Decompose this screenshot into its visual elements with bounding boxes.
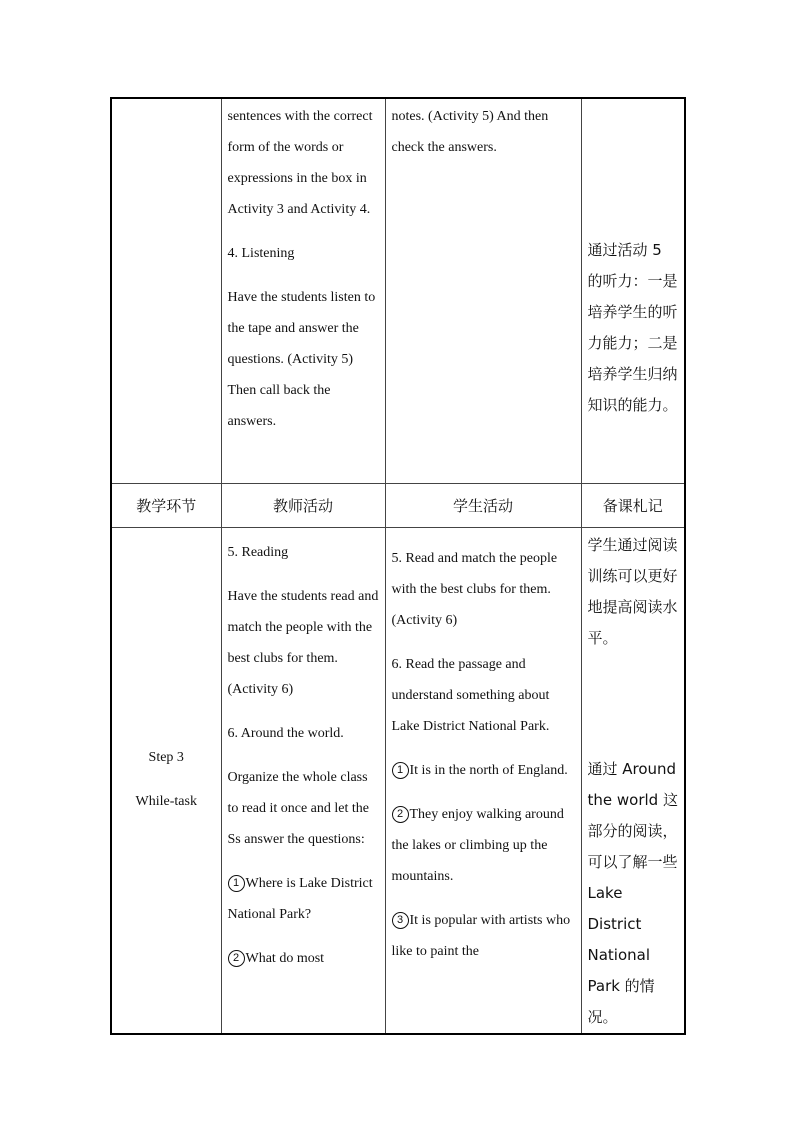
notes-cell (581, 527, 685, 1034)
question-text: What do most (245, 950, 325, 966)
column-header: 学生活动 (385, 483, 581, 527)
notes-cell (581, 98, 685, 483)
notes-text: 学生通过阅读训练可以更好地提高阅读水平。 (587, 535, 678, 647)
student-activity-cell (385, 98, 581, 483)
header-row (111, 483, 685, 527)
question-item (228, 943, 379, 974)
answer-item (392, 799, 575, 892)
notes-text: 通过 Around the world 这部分的阅读，可以了解一些 Lake District National Park 的情况。 (587, 759, 678, 1026)
stage-cell (111, 527, 221, 1034)
table-row (111, 98, 685, 483)
teacher-activity-cell (221, 527, 385, 1034)
student-activity-cell (385, 527, 581, 1034)
teacher-text: 4. Listening (227, 246, 295, 261)
stage-label: While-task (135, 794, 197, 809)
circled-number: 1 (392, 762, 409, 779)
teacher-text: sentences with the correct form of the words or expressions in the box in Activity 3 and Activity 4. (227, 109, 373, 217)
teacher-text: Have the students listen to the tape and answer the questions. (Activity 5) Then call back the answers. (227, 290, 376, 429)
answer-item (392, 905, 575, 967)
teacher-activity-cell (221, 98, 385, 483)
student-text: 6. Read the passage and understand something about Lake District National Park. (391, 656, 550, 734)
student-text: 5. Read and match the people with the best clubs for them. (Activity 6) (391, 550, 558, 628)
circled-number: 2 (392, 806, 409, 823)
teacher-text: 6. Around the world. (227, 725, 344, 741)
student-text: notes. (Activity 5) And then check the answers. (391, 109, 549, 155)
answer-text: It is popular with artists who like to paint the (391, 912, 571, 959)
lesson-plan-table (110, 97, 686, 1035)
notes-text: 通过活动 5 的听力：一是培养学生的听力能力；二是培养学生归纳知识的能力。 (587, 241, 678, 414)
circled-number: 1 (228, 875, 245, 892)
circled-number: 2 (228, 950, 245, 967)
teacher-text: Have the students read and match the people with the best clubs for them. (Activity 6) (227, 588, 379, 697)
stage-cell-empty (111, 98, 221, 483)
answer-item (392, 755, 575, 786)
column-header: 备课札记 (581, 483, 685, 527)
answer-text: They enjoy walking around the lakes or climbing up the mountains. (391, 806, 564, 884)
table-row (111, 527, 685, 1034)
stage-label: Step 3 (148, 750, 184, 765)
circled-number: 3 (392, 912, 409, 929)
teacher-text: Organize the whole class to read it once and let the Ss answer the questions: (227, 769, 369, 847)
answer-text: It is in the north of England. (409, 762, 568, 778)
column-header: 教学环节 (111, 483, 221, 527)
question-item (228, 868, 379, 930)
column-header: 教师活动 (221, 483, 385, 527)
question-text: Where is Lake District National Park? (227, 875, 373, 922)
teacher-text: 5. Reading (227, 544, 289, 560)
